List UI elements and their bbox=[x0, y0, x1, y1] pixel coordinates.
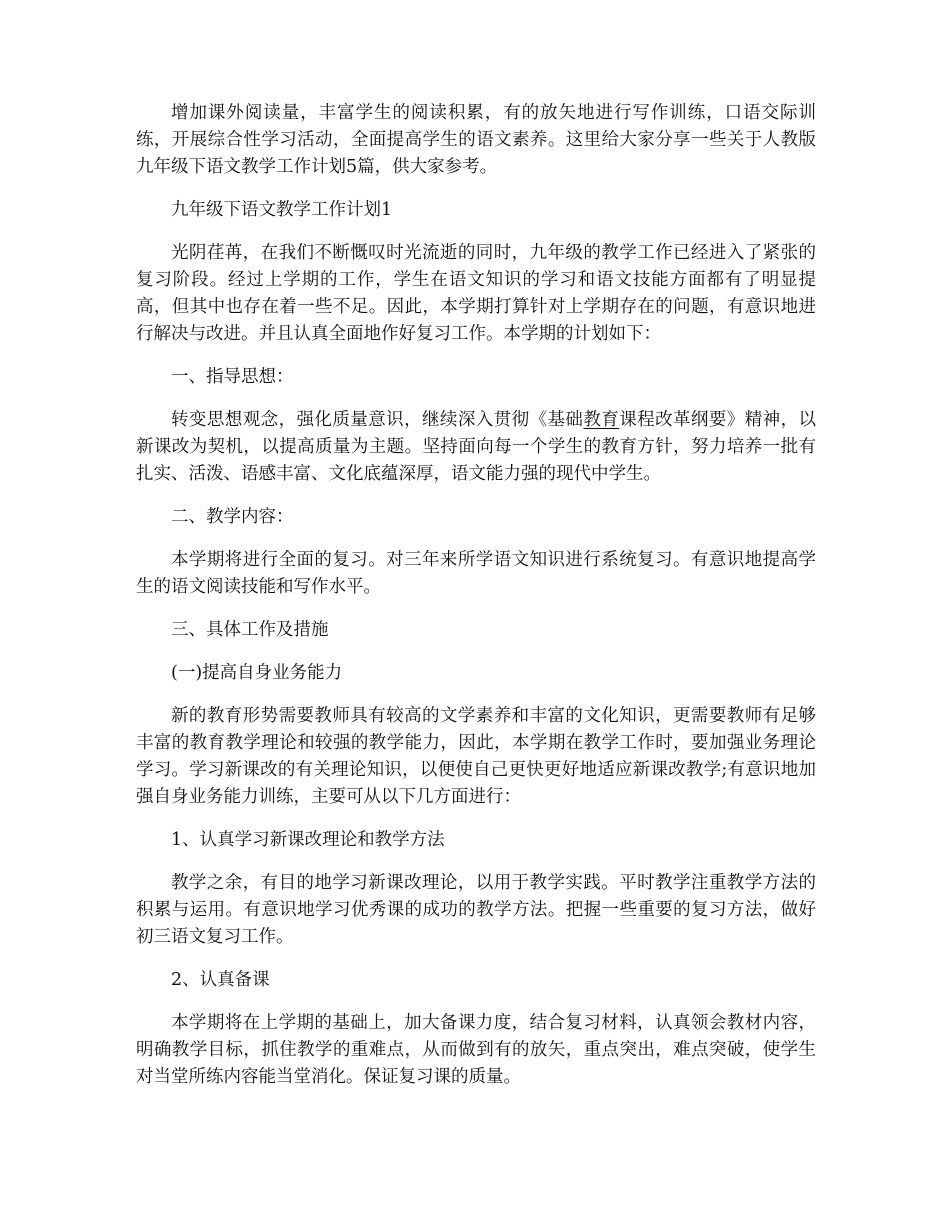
item-heading-1: 1、认真学习新课改理论和教学方法 bbox=[171, 830, 445, 850]
item-2-paragraph: 本学期将在上学期的基础上，加大备课力度，结合复习材料，认真领会教材内容，明确教学目标，抓住教学的重难点，从而做到有的放矢，重点突出，难点突破，使学生对当堂所练内容能当堂消化。保证复习课的质量。 bbox=[136, 1013, 816, 1087]
opening-paragraph: 光阴荏苒，在我们不断慨叹时光流逝的同时，九年级的教学工作已经进入了紧张的复习阶段。经过上学期的工作，学生在语文知识的学习和语文技能方面都有了明显提高，但其中也存在着一些不足。因此，本学期打算针对上学期存在的问题，有意识地进行解决与改进。并且认真全面地作好复习工作。本学期的计划如下： bbox=[136, 243, 816, 344]
guiding-text-start: 转变思想观念，强化质量意识，继续深入贯彻《基础 bbox=[171, 410, 584, 430]
section-heading-measures: 三、具体工作及措施 bbox=[171, 620, 329, 640]
sub-heading-ability: (一)提高自身业务能力 bbox=[171, 663, 343, 683]
intro-paragraph: 增加课外阅读量，丰富学生的阅读积累，有的放矢地进行写作训练，口语交际训练，开展综合性学习活动，全面提高学生的语文素养。这里给大家分享一些关于人教版九年级下语文教学工作计划5篇，供大家参考。 bbox=[136, 103, 816, 177]
education-link[interactable]: 教育 bbox=[583, 410, 620, 430]
section-heading-content: 二、教学内容： bbox=[171, 507, 294, 527]
content-paragraph: 本学期将进行全面的复习。对三年来所学语文知识进行系统复习。有意识地提高学生的语文阅读技能和写作水平。 bbox=[136, 550, 816, 597]
item-heading-2: 2、认真备课 bbox=[171, 970, 270, 990]
guiding-text-end: 课程改革纲要》精神，以新课改为契机，以提高质量为主题。坚持面向每一个学生的教育方针，努力培养一批有扎实、活泼、语感丰富、文化底蕴深厚，语文能力强的现代中学生。 bbox=[136, 410, 817, 484]
guiding-paragraph bbox=[136, 407, 816, 488]
item-1-paragraph: 教学之余，有目的地学习新课改理论，以用于教学实践。平时教学注重教学方法的积累与运用。有意识地学习优秀课的成功的教学方法。把握一些重要的复习方法，做好初三语文复习工作。 bbox=[136, 873, 816, 947]
section-heading-guiding: 一、指导思想： bbox=[171, 367, 294, 387]
plan-title: 九年级下语文教学工作计划1 bbox=[171, 200, 393, 220]
ability-paragraph: 新的教育形势需要教师具有较高的文学素养和丰富的文化知识，更需要教师有足够丰富的教育教学理论和较强的教学能力，因此，本学期在教学工作时，要加强业务理论学习。学习新课改的有关理论知识，以便使自己更快更好地适应新课改教学;有意识地加强自身业务能力训练，主要可从以下几方面进行： bbox=[136, 706, 816, 807]
document-page bbox=[136, 100, 816, 1107]
